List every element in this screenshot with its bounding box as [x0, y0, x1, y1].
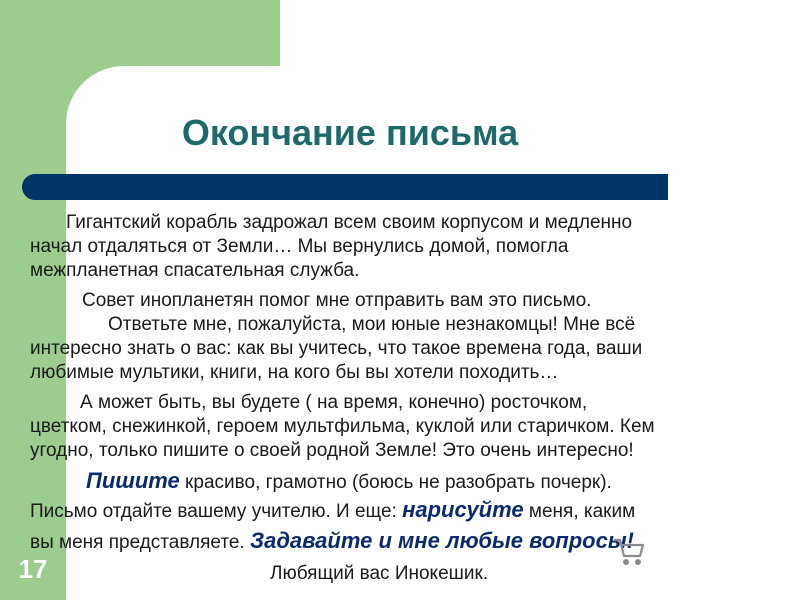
title-rule	[22, 174, 668, 200]
signature: Любящий вас Инокешик.	[270, 563, 489, 584]
text-line	[30, 529, 634, 555]
text-span: красиво, грамотно (боюсь не разобрать почерк).	[179, 472, 612, 493]
text-span: меня, каким	[523, 501, 636, 522]
text-line: Ответьте мне, пожалуйста, мои юные незнакомцы! Мне всё	[108, 314, 636, 335]
text-line: Совет инопланетян помог мне отправить вам это письмо.	[82, 290, 592, 311]
slide-title: Окончание письма	[181, 112, 519, 153]
text-line: любимые мультики, книги, на кого бы вы хотели походить…	[30, 362, 559, 383]
text-line	[30, 498, 635, 524]
text-line: межпланетная спасательная служба.	[30, 260, 360, 281]
text-span: вы меня представляете.	[30, 532, 250, 553]
text-span: Письмо отдайте вашему учителю. И еще:	[30, 501, 403, 522]
text-line: интересно знать о вас: как вы учитесь, что такое времена года, ваши	[30, 338, 643, 359]
text-line: А может быть, вы будете ( на время, конечно) росточком,	[80, 392, 588, 413]
emphasis-text: Задавайте и мне любые вопросы!	[249, 528, 634, 553]
text-line	[86, 469, 612, 495]
text-line: Гигантский корабль задрожал всем своим корпусом и медленно	[66, 212, 633, 233]
text-line: цветком, снежинкой, героем мультфильма, куклой или старичком. Кем	[30, 416, 655, 437]
slide-number: 17	[18, 554, 48, 584]
emphasis-text: Пишите	[86, 468, 180, 493]
text-line: угодно, только пишите о своей родной Земле! Это очень интересно!	[30, 440, 634, 461]
text-line: начал отдаляться от Земли… Мы вернулись домой, помогла	[30, 236, 569, 257]
cart-icon	[612, 536, 646, 568]
emphasis-text: нарисуйте	[402, 497, 524, 522]
